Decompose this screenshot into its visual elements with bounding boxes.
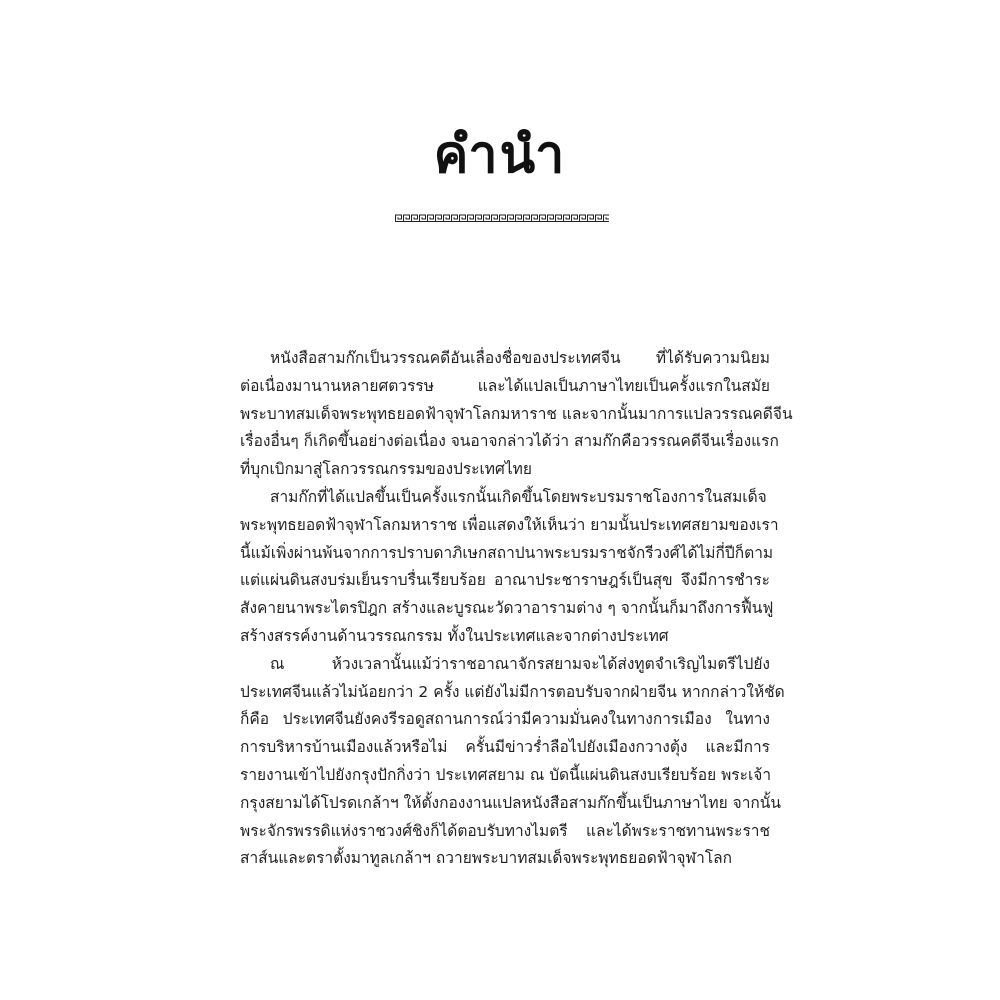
paragraph bbox=[240, 651, 785, 873]
text-line: กรุงสยามได้โปรดเกล้าฯ ให้ตั้งกองงานแปลหนังสือสามก๊กขึ้นเป็นภาษาไทย จากนั้น bbox=[240, 793, 782, 812]
paragraph bbox=[240, 345, 793, 484]
text-line: ก็คือ ประเทศจีนยังคงรีรอดูสถานการณ์ว่ามีความมั่นคงในทางการเมือง ในทาง bbox=[240, 710, 770, 729]
text-line: สามก๊กที่ได้แปลขึ้นเป็นครั้งแรกนั้นเกิดขึ้นโดยพระบรมราชโองการในสมเด็จ bbox=[270, 487, 767, 506]
text-line: พระจักรพรรดิแห่งราชวงศ์ชิงก็ได้ตอบรับทางไมตรี และได้พระราชทานพระราช bbox=[240, 821, 770, 840]
text-line: เรื่องอื่นๆ ก็เกิดขึ้นอย่างต่อเนื่อง จนอาจกล่าวได้ว่า สามก๊กคือวรรณคดีจีนเรื่องแรก bbox=[240, 432, 779, 451]
text-line: ณ ห้วงเวลานั้นแม้ว่าราชอาณาจักรสยามจะได้ส่งทูตจำเริญไมตรีไปยัง bbox=[270, 654, 770, 673]
text-line: การบริหารบ้านเมืองแล้วหรือไม่ ครั้นมีข่าวร่ำลือไปยังเมืองกวางตุ้ง และมีการ bbox=[240, 738, 770, 757]
paragraph bbox=[240, 484, 779, 651]
page-title: คำนำ bbox=[433, 124, 567, 185]
text-line: สาส์นและตราตั้งมาทูลเกล้าฯ ถวายพระบาทสมเด็จพระพุทธยอดฟ้าจุฬาโลก bbox=[240, 849, 733, 868]
decorative-divider bbox=[395, 213, 609, 223]
body-text bbox=[240, 345, 793, 873]
text-line: รายงานเข้าไปยังกรุงปักกิ่งว่า ประเทศสยาม ณ บัดนี้แผ่นดินสงบเรียบร้อย พระเจ้า bbox=[240, 765, 772, 784]
text-line: แต่แผ่นดินสงบร่มเย็นราบรื่นเรียบร้อย อาณาประชาราษฎร์เป็นสุข จึงมีการชำระ bbox=[240, 571, 770, 590]
text-line: สังคายนาพระไตรปิฎก สร้างและบูรณะวัดวาอารามต่าง ๆ จากนั้นก็มาถึงการฟื้นฟู bbox=[240, 599, 774, 618]
text-line: พระพุทธยอดฟ้าจุฬาโลกมหาราช เพื่อแสดงให้เห็นว่า ยามนั้นประเทศสยามของเรา bbox=[240, 515, 779, 534]
text-line: พระบาทสมเด็จพระพุทธยอดฟ้าจุฬาโลกมหาราช และจากนั้นมาการแปลวรรณคดีจีน bbox=[240, 404, 793, 423]
text-line: ประเทศจีนแล้วไม่น้อยกว่า 2 ครั้ง แต่ยังไม่มีการตอบรับจากฝ่ายจีน หากกล่าวให้ชัด bbox=[240, 682, 785, 701]
text-line: ต่อเนื่องมานานหลายศตวรรษ และได้แปลเป็นภาษาไทยเป็นครั้งแรกในสมัย bbox=[240, 376, 770, 395]
text-line: ที่บุกเบิกมาสู่โลกวรรณกรรมของประเทศไทย bbox=[240, 460, 532, 479]
text-line: สร้างสรรค์งานด้านวรรณกรรม ทั้งในประเทศและจากต่างประเทศ bbox=[240, 626, 669, 645]
text-line: นี้แม้เพิ่งผ่านพ้นจากการปราบดาภิเษกสถาปนาพระบรมราชจักรีวงศ์ได้ไม่กี่ปีก็ตาม bbox=[240, 543, 774, 562]
text-line: หนังสือสามก๊กเป็นวรรณคดีอันเลื่องชื่อของประเทศจีน ที่ได้รับความนิยม bbox=[270, 349, 770, 367]
